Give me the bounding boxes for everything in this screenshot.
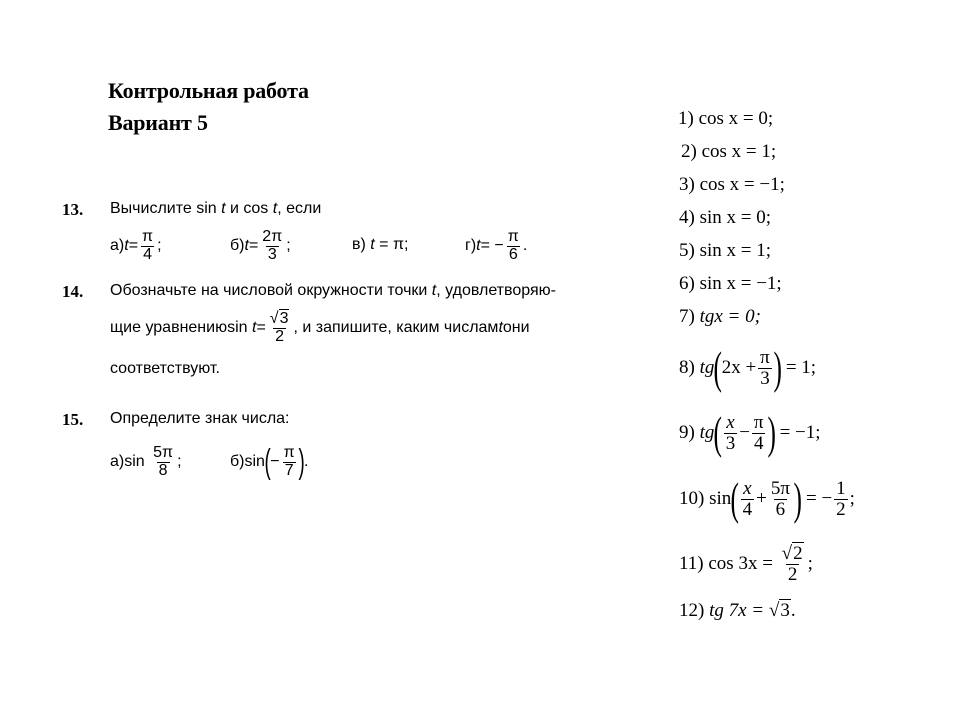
task-15-number: 15.: [62, 410, 84, 429]
fraction: $\frac{\pi}{3}$: [760, 346, 770, 389]
equation-7: 7) tgx = 0;: [679, 306, 761, 327]
equation-1: 1) cos x = 0;: [678, 108, 774, 129]
task-15-option-b: б) sin ( − $\frac{\pi}{7}$ ) .: [230, 443, 309, 481]
task-15-text: Определите знак числа:: [110, 410, 290, 427]
equation-9: 9) tg ( $\frac{x}{3}$ − $\frac{\pi}{4}$ ) = −1;: [679, 407, 821, 458]
task-13-option-a: а) t = $\frac{\pi}{4}$ ;: [110, 227, 162, 263]
fraction: $\frac{√3}{2}$: [269, 309, 289, 345]
fraction: $\frac{2\pi}{3}$: [262, 227, 283, 263]
fraction: $\frac{x}{4}$: [742, 477, 753, 520]
equation-2: 2) cos x = 1;: [681, 141, 777, 162]
close-paren: ): [793, 473, 802, 524]
open-paren: (: [713, 407, 723, 458]
close-paren: ): [298, 443, 305, 481]
task-14-line-1: Обозначьте на числовой окружности точки t, удовлетворяю-: [110, 282, 556, 299]
task-13-option-b: б) t = $\frac{2\pi}{3}$ ;: [230, 227, 291, 263]
task-13-option-v: в) t = π;: [352, 236, 409, 253]
equation-4: 4) sin x = 0;: [679, 207, 771, 228]
equation-5: 5) sin x = 1;: [679, 240, 771, 261]
fraction: $\frac{1}{2}$: [836, 477, 846, 520]
task-13-option-g: г) t = − $\frac{\pi}{6}$ .: [465, 227, 528, 263]
task-14-number: 14.: [62, 282, 84, 301]
task-15-option-a: а) sin $\frac{5\pi}{8}$ ;: [110, 443, 182, 479]
fraction: $\frac{\pi}{4}$: [753, 411, 764, 454]
sqrt-symbol: √3: [269, 309, 289, 327]
task-13-statement: Вычислите sin t и cos t, если: [110, 200, 322, 217]
task-14-line-2: щие уравнению sin t = $\frac{√3}{2}$ , и запишите, каким числам t они: [110, 309, 530, 345]
equation-10: 10) sin ( $\frac{x}{4}$ + $\frac{5\pi}{6}$ ) = − $\frac{1}{2}$ ;: [679, 473, 855, 524]
fraction: $\frac{√2}{2}$: [781, 542, 803, 585]
task-14-line-3: соответствуют.: [110, 360, 220, 377]
task-13-text: Вычислите: [110, 200, 197, 217]
fraction: $\frac{\pi}{7}$: [283, 443, 295, 479]
open-paren: (: [264, 443, 271, 481]
fraction: $\frac{5\pi}{6}$: [770, 477, 790, 520]
equation-3: 3) cos x = −1;: [679, 174, 785, 195]
fraction: $\frac{\pi}{4}$: [142, 227, 154, 263]
equation-12: 12) tg 7x = √3.: [679, 600, 796, 621]
fraction: $\frac{5\pi}{8}$: [153, 443, 174, 479]
equation-8: 8) tg ( 2x + $\frac{\pi}{3}$ ) = 1;: [679, 342, 817, 393]
task-13-number: 13.: [62, 200, 84, 219]
page-title: Контрольная работа: [108, 78, 309, 103]
open-paren: (: [730, 473, 740, 524]
open-paren: (: [713, 342, 723, 393]
variant-title: Вариант 5: [108, 110, 208, 135]
fraction: $\frac{x}{3}$: [725, 411, 736, 454]
equation-6: 6) sin x = −1;: [679, 273, 782, 294]
fraction: $\frac{\pi}{6}$: [507, 227, 519, 263]
close-paren: ): [773, 342, 782, 393]
close-paren: ): [766, 407, 776, 458]
sqrt-symbol: √2: [781, 542, 803, 564]
sqrt-symbol: √3: [768, 600, 790, 621]
equation-11: 11) cos 3x = $\frac{√2}{2}$ ;: [679, 542, 813, 585]
